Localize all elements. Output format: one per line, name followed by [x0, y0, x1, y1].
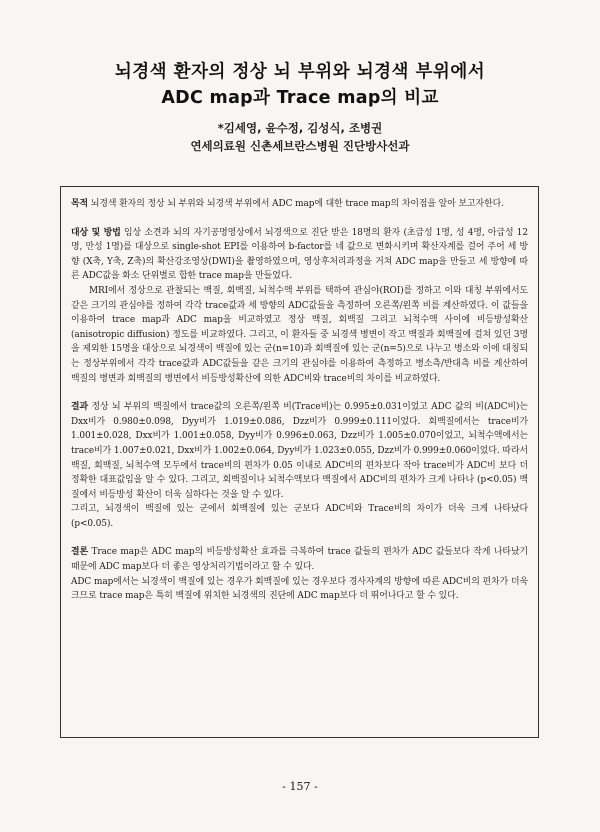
- authors: *김세영, 윤수정, 김성식, 조병권: [217, 121, 383, 135]
- methods-heading: 대상 및 방법: [71, 227, 121, 238]
- methods-text: 임상 소견과 뇌의 자기공명영상에서 뇌경색으로 진단 받은 18명의 환자 (초급성 1명, 성 4명, 아급성 12명, 만성 1명)를 대상으로 single-shot EPI를 이용하여 b-factor를 네 값으로 변화시키며 확산자계를 걸어 주어 세 방향 (X축, Y축, Z축)의 확산강조영상(DWI)을 촬영하였으며, 영상후처리과정을 거쳐 ADC map을 만들고 세 방향에 따른 ADC값을 화소 단위별로 합한 trace map을 만들었다.: [71, 227, 528, 282]
- conclusion-heading: 결론: [71, 547, 89, 558]
- results-paragraph: [71, 400, 528, 502]
- affiliation: 연세의료원 신촌세브란스병원 진단방사선과: [190, 139, 410, 153]
- purpose-text: 뇌경색 환자의 정상 뇌 부위와 뇌경색 부위에서 ADC map에 대한 trace map의 차이점을 알아 보고자한다.: [88, 199, 504, 209]
- title-line-2: ADC map과 Trace map의 비교: [161, 88, 439, 108]
- methods-paragraph: [71, 226, 528, 284]
- conclusion-paragraph: [71, 545, 528, 574]
- title-line-1: 뇌경색 환자의 정상 뇌 부위와 뇌경색 부위에서: [114, 62, 486, 82]
- abstract-box: [60, 186, 539, 738]
- conclusion-text: Trace map은 ADC map의 비등방성확산 효과를 극복하여 trace 값들의 편차가 ADC 값들보다 작게 나타났기 때문에 ADC map보다 더 좋은 영상처리기법이라고 할 수 있다.: [71, 547, 528, 573]
- page-number: - 157 -: [282, 780, 318, 793]
- methods-paragraph-2: MRI에서 정상으로 관찰되는 백질, 회백질, 뇌척수액 부위를 택하여 관심야(ROI)를 정하고 이와 대칭 부위에서도 같은 크기의 관심야를 정하여 각각 trace값과 세 방향의 ADC값들을 측정하여 오른쪽/왼쪽 비를 계산하였다. 이 값들을 이용하여 trace map과 ADC map을 비교하였고 정상 백질, 회백질 그리고 뇌척수액 사이에 비등방성확산(anisotropic diffusion) 정도를 비교하였다. 그리고, 이 환자들 중 뇌경색 병변이 작고 백질과 회백질에 걸쳐 있던 3명을 제외한 15명을 대상으로 뇌경색이 백질에 있는 군(n=10)과 회백질에 있는 군(n=5)으로 나누고 병소와 이에 대칭되는 정상부위에서 각각 trace값과 ADC값들을 같은 크기의 관심야를 이용하여 측정하고 병소측/반대측 비를 계산하여 백질의 병변과 회백질의 병변에서 비등방성확산에 의한 ADC비와 trace비의 차이를 비교하였다.: [71, 285, 528, 384]
- purpose-heading: 목적: [71, 199, 89, 209]
- results-paragraph-2: 그리고, 뇌경색이 백질에 있는 군에서 회백질에 있는 군보다 ADC비와 Trace비의 차이가 더욱 크게 나타났다 (p<0.05).: [71, 504, 528, 529]
- results-heading: 결과: [71, 402, 89, 413]
- purpose-paragraph: [71, 197, 528, 212]
- results-text: 정상 뇌 부위의 백질에서 trace값의 오른쪽/왼쪽 비(Trace비)는 0.995±0.031이었고 ADC 값의 비(ADC비)는 Dxx비가 0.980±0.098, Dyy비가 1.019±0.086, Dzz비가 0.999±0.111이었다. 회백질에서는 trace비가 1.001±0.028, Dxx비가 1.001±0.058, Dyy비가 0.996±0.063, Dzz비가 1.005±0.070이었고, 뇌척수액에서는 trace비가 1.007±0.021, Dxx비가 1.002±0.064, Dyy비가 1.023±0.055, Dzz비가 0.999±0.060이었다. 따라서 백질, 회백질, 뇌척수액 모두에서 trace비의 편차가 0.05 이내로 ADC비의 편차보다 작아 trace비가 ADC비 보다 더 정확한 대표값임을 알 수 있다. 그리고, 회백질이나 뇌척수액보다 백질에서 ADC비의 편차가 크게 나타나 (p<0.05) 백질에서 비등방성 확산이 더욱 심하다는 것을 알 수 있다.: [71, 402, 528, 500]
- conclusion-paragraph-2: ADC map에서는 뇌경색이 백질에 있는 경우가 회백질에 있는 경우보다 경사자계의 방향에 따른 ADC비의 편차가 더욱 크므로 trace map은 특히 백질에 위치한 뇌경색의 진단에 ADC map보다 더 뛰어나다고 할 수 있다.: [71, 576, 528, 602]
